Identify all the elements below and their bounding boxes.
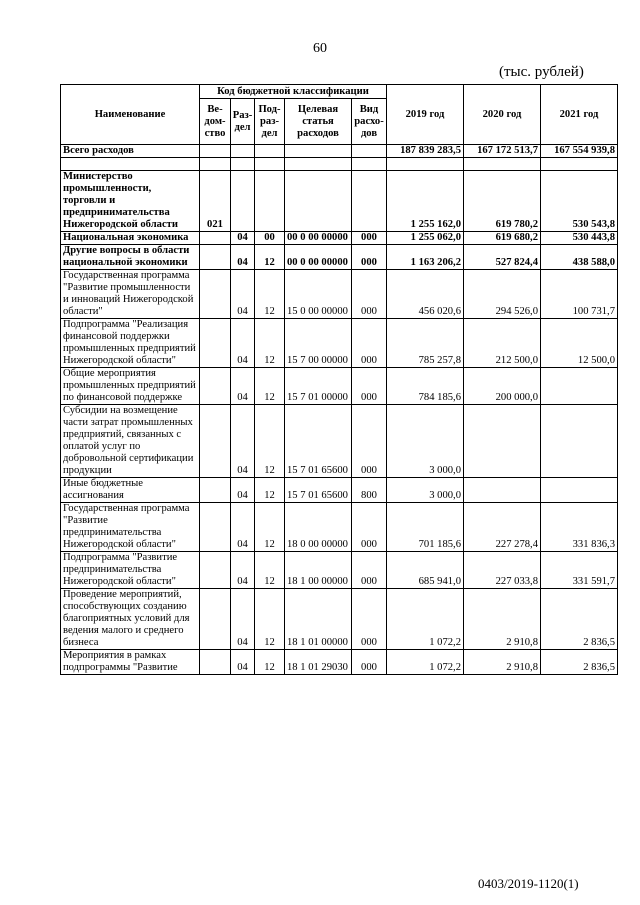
cell-subsection: 12 — [255, 405, 285, 478]
cell-2020: 294 526,0 — [464, 270, 541, 319]
header-dept: Ве-дом-ство — [200, 99, 231, 145]
cell-name: Всего расходов — [61, 145, 200, 158]
cell-2020: 227 278,4 — [464, 503, 541, 552]
table-row — [61, 368, 618, 405]
cell-exp-type: 000 — [352, 650, 387, 675]
cell-target: 15 7 01 65600 — [285, 405, 352, 478]
table-row — [61, 650, 618, 675]
cell-exp-type: 000 — [352, 503, 387, 552]
header-2021: 2021 год — [541, 85, 618, 145]
cell-section: 04 — [231, 368, 255, 405]
cell-2020: 619 780,2 — [464, 171, 541, 232]
cell-exp-type: 000 — [352, 319, 387, 368]
cell-2019: 3 000,0 — [387, 405, 464, 478]
table-row — [61, 405, 618, 478]
cell-dept — [200, 158, 231, 171]
cell-exp-type: 000 — [352, 405, 387, 478]
cell-2021: 331 591,7 — [541, 552, 618, 589]
cell-exp-type: 000 — [352, 270, 387, 319]
table-row — [61, 158, 618, 171]
cell-section: 04 — [231, 232, 255, 245]
cell-2019: 187 839 283,5 — [387, 145, 464, 158]
cell-section: 04 — [231, 589, 255, 650]
cell-2019: 785 257,8 — [387, 319, 464, 368]
cell-exp-type: 000 — [352, 368, 387, 405]
cell-2019: 685 941,0 — [387, 552, 464, 589]
cell-section: 04 — [231, 503, 255, 552]
cell-dept — [200, 319, 231, 368]
cell-2021: 100 731,7 — [541, 270, 618, 319]
cell-2020 — [464, 478, 541, 503]
cell-section: 04 — [231, 245, 255, 270]
cell-subsection — [255, 171, 285, 232]
cell-target: 18 0 00 00000 — [285, 503, 352, 552]
cell-2019: 3 000,0 — [387, 478, 464, 503]
cell-section: 04 — [231, 319, 255, 368]
cell-2020: 527 824,4 — [464, 245, 541, 270]
cell-subsection: 12 — [255, 589, 285, 650]
cell-target: 18 1 00 00000 — [285, 552, 352, 589]
cell-2021: 2 836,5 — [541, 589, 618, 650]
cell-name: Субсидии на возмещение части затрат промышленных предприятий, связанных с оплатой услуг по добровольной сертификации продукции — [61, 405, 200, 478]
table-row — [61, 552, 618, 589]
cell-subsection: 12 — [255, 650, 285, 675]
cell-dept — [200, 650, 231, 675]
cell-2021: 2 836,5 — [541, 650, 618, 675]
cell-target: 18 1 01 00000 — [285, 589, 352, 650]
cell-2021: 331 836,3 — [541, 503, 618, 552]
cell-dept — [200, 368, 231, 405]
cell-target: 18 1 01 29030 — [285, 650, 352, 675]
cell-name: Государственная программа "Развитие предпринимательства Нижегородской области" — [61, 503, 200, 552]
cell-2019: 1 163 206,2 — [387, 245, 464, 270]
cell-subsection: 12 — [255, 368, 285, 405]
cell-subsection: 12 — [255, 245, 285, 270]
cell-name: Министерство промышленности, торговли и предпринимательства Нижегородской области — [61, 171, 200, 232]
cell-section — [231, 171, 255, 232]
cell-target: 00 0 00 00000 — [285, 245, 352, 270]
cell-name: Иные бюджетные ассигнования — [61, 478, 200, 503]
unit-note: (тыс. рублей) — [499, 64, 584, 80]
cell-name — [61, 158, 200, 171]
cell-2020: 619 680,2 — [464, 232, 541, 245]
page-number: 60 — [313, 41, 327, 56]
cell-name: Подпрограмма "Реализация финансовой поддержки промышленных предприятий Нижегородской области" — [61, 319, 200, 368]
cell-target: 15 7 01 65600 — [285, 478, 352, 503]
table-row — [61, 145, 618, 158]
cell-target — [285, 145, 352, 158]
cell-2021 — [541, 478, 618, 503]
footer-code: 0403/2019-1120(1) — [478, 876, 579, 891]
cell-exp-type — [352, 171, 387, 232]
cell-dept — [200, 405, 231, 478]
header-section: Раз-дел — [231, 99, 255, 145]
cell-2021 — [541, 368, 618, 405]
cell-2019 — [387, 158, 464, 171]
header-target: Целевая статья расходов — [285, 99, 352, 145]
table-row — [61, 171, 618, 232]
header-2019: 2019 год — [387, 85, 464, 145]
cell-2020: 167 172 513,7 — [464, 145, 541, 158]
cell-name: Государственная программа "Развитие промышленности и инноваций Нижегородской области" — [61, 270, 200, 319]
cell-dept — [200, 245, 231, 270]
cell-2019: 1 255 062,0 — [387, 232, 464, 245]
cell-dept — [200, 478, 231, 503]
cell-2019: 456 020,6 — [387, 270, 464, 319]
header-code-group: Код бюджетной классификации — [200, 85, 387, 99]
cell-exp-type: 000 — [352, 589, 387, 650]
cell-2021: 530 543,8 — [541, 171, 618, 232]
cell-2019: 1 255 162,0 — [387, 171, 464, 232]
cell-2021 — [541, 405, 618, 478]
cell-section — [231, 145, 255, 158]
cell-2020: 2 910,8 — [464, 650, 541, 675]
cell-target: 00 0 00 00000 — [285, 232, 352, 245]
cell-target: 15 0 00 00000 — [285, 270, 352, 319]
cell-2020 — [464, 405, 541, 478]
cell-2020: 2 910,8 — [464, 589, 541, 650]
cell-2021: 530 443,8 — [541, 232, 618, 245]
cell-2019: 1 072,2 — [387, 589, 464, 650]
cell-2019: 1 072,2 — [387, 650, 464, 675]
cell-name: Национальная экономика — [61, 232, 200, 245]
cell-subsection: 00 — [255, 232, 285, 245]
cell-2021: 438 588,0 — [541, 245, 618, 270]
cell-2020 — [464, 158, 541, 171]
cell-name: Другие вопросы в области национальной экономики — [61, 245, 200, 270]
cell-exp-type — [352, 145, 387, 158]
table-row — [61, 589, 618, 650]
cell-name: Мероприятия в рамках подпрограммы "Развитие — [61, 650, 200, 675]
header-name: Наименование — [61, 85, 200, 145]
cell-target: 15 7 01 00000 — [285, 368, 352, 405]
header-subsection: Под-раз-дел — [255, 99, 285, 145]
header-2020: 2020 год — [464, 85, 541, 145]
cell-2021: 167 554 939,8 — [541, 145, 618, 158]
cell-target: 15 7 00 00000 — [285, 319, 352, 368]
cell-exp-type: 800 — [352, 478, 387, 503]
cell-dept: 021 — [200, 171, 231, 232]
cell-exp-type: 000 — [352, 552, 387, 589]
cell-dept — [200, 145, 231, 158]
cell-2021: 12 500,0 — [541, 319, 618, 368]
cell-dept — [200, 270, 231, 319]
table-row — [61, 232, 618, 245]
cell-dept — [200, 503, 231, 552]
cell-section — [231, 158, 255, 171]
cell-subsection: 12 — [255, 478, 285, 503]
cell-exp-type: 000 — [352, 232, 387, 245]
cell-subsection — [255, 145, 285, 158]
cell-subsection — [255, 158, 285, 171]
cell-2020: 200 000,0 — [464, 368, 541, 405]
cell-subsection: 12 — [255, 319, 285, 368]
cell-section: 04 — [231, 478, 255, 503]
cell-name: Проведение мероприятий, способствующих созданию благоприятных условий для ведения малого и среднего бизнеса — [61, 589, 200, 650]
table-row — [61, 478, 618, 503]
cell-2020: 227 033,8 — [464, 552, 541, 589]
cell-section: 04 — [231, 405, 255, 478]
cell-section: 04 — [231, 650, 255, 675]
table-body — [61, 145, 618, 675]
header-exp-type: Вид расхо-дов — [352, 99, 387, 145]
cell-2019: 784 185,6 — [387, 368, 464, 405]
table-row — [61, 245, 618, 270]
cell-target — [285, 158, 352, 171]
table-row — [61, 270, 618, 319]
cell-target — [285, 171, 352, 232]
cell-exp-type — [352, 158, 387, 171]
table-row — [61, 319, 618, 368]
cell-subsection: 12 — [255, 503, 285, 552]
cell-dept — [200, 232, 231, 245]
cell-name: Подпрограмма "Развитие предпринимательства Нижегородской области" — [61, 552, 200, 589]
budget-table — [60, 84, 618, 675]
cell-section: 04 — [231, 270, 255, 319]
cell-dept — [200, 552, 231, 589]
cell-subsection: 12 — [255, 552, 285, 589]
cell-exp-type: 000 — [352, 245, 387, 270]
cell-2019: 701 185,6 — [387, 503, 464, 552]
table-row — [61, 503, 618, 552]
cell-subsection: 12 — [255, 270, 285, 319]
cell-name: Общие мероприятия промышленных предприятий по финансовой поддержке — [61, 368, 200, 405]
cell-2020: 212 500,0 — [464, 319, 541, 368]
cell-section: 04 — [231, 552, 255, 589]
cell-2021 — [541, 158, 618, 171]
cell-dept — [200, 589, 231, 650]
